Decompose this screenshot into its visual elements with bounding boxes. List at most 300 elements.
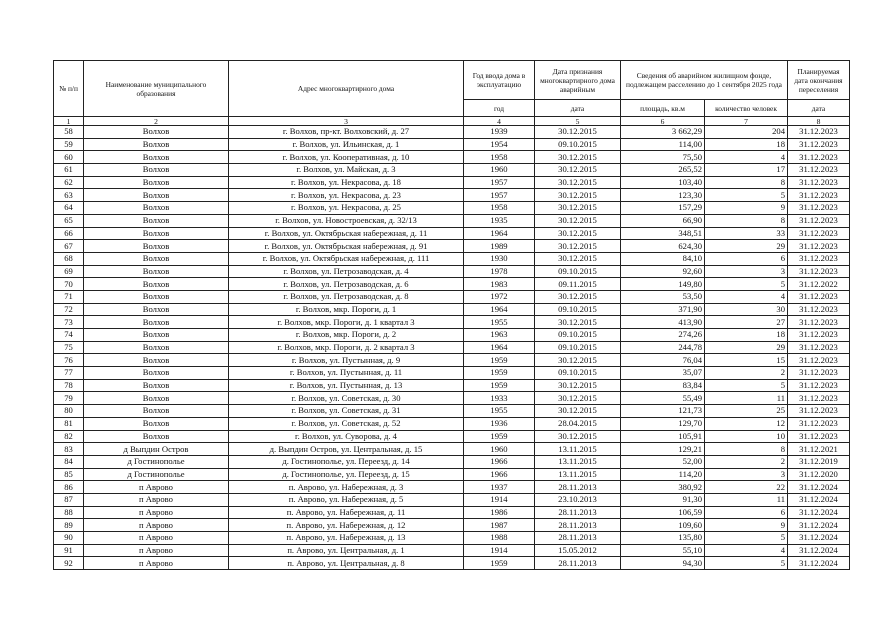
- cell-people: 9: [705, 519, 788, 532]
- cell-area: 371,90: [621, 303, 705, 316]
- table-row: [54, 341, 850, 354]
- cell-year: 1988: [464, 532, 535, 545]
- cell-address: г. Волхов, ул. Новостроевская, д. 32/13: [229, 214, 464, 227]
- table-row: [54, 557, 850, 570]
- table-row: [54, 544, 850, 557]
- cell-municipality: Волхов: [84, 240, 229, 253]
- cell-planned-date: 31.12.2023: [788, 252, 850, 265]
- cell-year: 1958: [464, 151, 535, 164]
- cell-year: 1954: [464, 138, 535, 151]
- column-number: 2: [84, 117, 229, 126]
- cell-address: п. Аврово, ул. Набережная, д. 12: [229, 519, 464, 532]
- table-row: [54, 329, 850, 342]
- cell-people: 3: [705, 265, 788, 278]
- cell-municipality: д Выпдин Остров: [84, 443, 229, 456]
- cell-address: д. Гостинополье, ул. Переезд, д. 14: [229, 455, 464, 468]
- cell-people: 6: [705, 506, 788, 519]
- table-row: [54, 290, 850, 303]
- cell-planned-date: 31.12.2023: [788, 405, 850, 418]
- cell-date-emergency: 30.12.2015: [535, 252, 621, 265]
- cell-address: г. Волхов, ул. Петрозаводская, д. 8: [229, 290, 464, 303]
- cell-address: г. Волхов, пр-кт. Волховский, д. 27: [229, 126, 464, 139]
- cell-year: 1978: [464, 265, 535, 278]
- cell-planned-date: 31.12.2023: [788, 329, 850, 342]
- cell-num: 72: [54, 303, 84, 316]
- cell-date-emergency: 13.11.2015: [535, 455, 621, 468]
- cell-municipality: Волхов: [84, 214, 229, 227]
- cell-municipality: Волхов: [84, 252, 229, 265]
- cell-date-emergency: 30.12.2015: [535, 316, 621, 329]
- cell-date-emergency: 28.11.2013: [535, 557, 621, 570]
- cell-people: 2: [705, 455, 788, 468]
- header-num: № п/п: [54, 61, 84, 117]
- subheader-people: количество человек: [705, 100, 788, 117]
- cell-year: 1987: [464, 519, 535, 532]
- column-number-row: [54, 117, 850, 126]
- header-year-commissioned: Год ввода дома в эксплуатацию: [464, 61, 535, 100]
- cell-num: 68: [54, 252, 84, 265]
- cell-area: 75,50: [621, 151, 705, 164]
- cell-address: п. Аврово, ул. Набережная, д. 13: [229, 532, 464, 545]
- cell-people: 11: [705, 392, 788, 405]
- table-row: [54, 240, 850, 253]
- cell-planned-date: 31.12.2023: [788, 417, 850, 430]
- cell-year: 1939: [464, 126, 535, 139]
- cell-municipality: Волхов: [84, 202, 229, 215]
- cell-planned-date: 31.12.2023: [788, 202, 850, 215]
- cell-year: 1959: [464, 379, 535, 392]
- cell-num: 82: [54, 430, 84, 443]
- cell-area: 83,84: [621, 379, 705, 392]
- cell-municipality: Волхов: [84, 164, 229, 177]
- cell-planned-date: 31.12.2023: [788, 176, 850, 189]
- cell-year: 1959: [464, 367, 535, 380]
- cell-people: 9: [705, 202, 788, 215]
- cell-date-emergency: 30.12.2015: [535, 126, 621, 139]
- cell-address: г. Волхов, ул. Советская, д. 30: [229, 392, 464, 405]
- cell-people: 33: [705, 227, 788, 240]
- table-row: [54, 138, 850, 151]
- cell-num: 78: [54, 379, 84, 392]
- cell-people: 12: [705, 417, 788, 430]
- cell-people: 5: [705, 557, 788, 570]
- cell-date-emergency: 30.12.2015: [535, 214, 621, 227]
- table-row: [54, 379, 850, 392]
- cell-municipality: Волхов: [84, 151, 229, 164]
- table-row: [54, 316, 850, 329]
- cell-planned-date: 31.12.2023: [788, 354, 850, 367]
- table-row: [54, 367, 850, 380]
- cell-num: 66: [54, 227, 84, 240]
- cell-planned-date: 31.12.2023: [788, 240, 850, 253]
- cell-num: 79: [54, 392, 84, 405]
- cell-planned-date: 31.12.2023: [788, 126, 850, 139]
- cell-people: 25: [705, 405, 788, 418]
- cell-year: 1963: [464, 329, 535, 342]
- cell-address: г. Волхов, ул. Советская, д. 52: [229, 417, 464, 430]
- cell-date-emergency: 28.04.2015: [535, 417, 621, 430]
- cell-num: 84: [54, 455, 84, 468]
- cell-address: п. Аврово, ул. Набережная, д. 3: [229, 481, 464, 494]
- table-row: [54, 468, 850, 481]
- cell-municipality: Волхов: [84, 138, 229, 151]
- cell-year: 1960: [464, 443, 535, 456]
- cell-date-emergency: 30.12.2015: [535, 189, 621, 202]
- cell-area: 109,60: [621, 519, 705, 532]
- cell-address: п. Аврово, ул. Набережная, д. 5: [229, 493, 464, 506]
- cell-address: г. Волхов, ул. Некрасова, д. 25: [229, 202, 464, 215]
- cell-area: 121,73: [621, 405, 705, 418]
- cell-year: 1986: [464, 506, 535, 519]
- cell-date-emergency: 30.12.2015: [535, 290, 621, 303]
- cell-planned-date: 31.12.2024: [788, 519, 850, 532]
- cell-planned-date: 31.12.2023: [788, 151, 850, 164]
- cell-planned-date: 31.12.2023: [788, 227, 850, 240]
- cell-planned-date: 31.12.2023: [788, 341, 850, 354]
- cell-year: 1972: [464, 290, 535, 303]
- table-row: [54, 519, 850, 532]
- cell-municipality: Волхов: [84, 189, 229, 202]
- cell-date-emergency: 09.10.2015: [535, 341, 621, 354]
- cell-people: 4: [705, 290, 788, 303]
- cell-address: п. Аврово, ул. Центральная, д. 1: [229, 544, 464, 557]
- cell-date-emergency: 09.11.2015: [535, 278, 621, 291]
- column-number: 5: [535, 117, 621, 126]
- cell-area: 66,90: [621, 214, 705, 227]
- cell-year: 1964: [464, 227, 535, 240]
- cell-people: 5: [705, 532, 788, 545]
- cell-planned-date: 31.12.2023: [788, 367, 850, 380]
- cell-address: г. Волхов, ул. Петрозаводская, д. 6: [229, 278, 464, 291]
- cell-area: 114,20: [621, 468, 705, 481]
- cell-planned-date: 31.12.2023: [788, 392, 850, 405]
- cell-municipality: Волхов: [84, 329, 229, 342]
- cell-people: 204: [705, 126, 788, 139]
- cell-num: 65: [54, 214, 84, 227]
- cell-address: г. Волхов, ул. Ильинская, д. 1: [229, 138, 464, 151]
- table-row: [54, 214, 850, 227]
- cell-num: 76: [54, 354, 84, 367]
- cell-area: 157,29: [621, 202, 705, 215]
- cell-area: 91,30: [621, 493, 705, 506]
- cell-municipality: п Аврово: [84, 493, 229, 506]
- cell-date-emergency: 28.11.2013: [535, 519, 621, 532]
- table-row: [54, 278, 850, 291]
- cell-area: 3 662,29: [621, 126, 705, 139]
- column-number: 8: [788, 117, 850, 126]
- cell-area: 105,91: [621, 430, 705, 443]
- cell-address: г. Волхов, ул. Октябрьская набережная, д. 111: [229, 252, 464, 265]
- cell-planned-date: 31.12.2024: [788, 481, 850, 494]
- column-number: 1: [54, 117, 84, 126]
- cell-municipality: Волхов: [84, 278, 229, 291]
- cell-municipality: Волхов: [84, 126, 229, 139]
- cell-date-emergency: 09.10.2015: [535, 329, 621, 342]
- cell-municipality: Волхов: [84, 341, 229, 354]
- cell-area: 52,00: [621, 455, 705, 468]
- cell-people: 10: [705, 430, 788, 443]
- cell-year: 1957: [464, 189, 535, 202]
- cell-date-emergency: 23.10.2013: [535, 493, 621, 506]
- cell-area: 129,21: [621, 443, 705, 456]
- cell-num: 89: [54, 519, 84, 532]
- cell-date-emergency: 30.12.2015: [535, 392, 621, 405]
- cell-people: 27: [705, 316, 788, 329]
- cell-people: 8: [705, 214, 788, 227]
- cell-municipality: п Аврово: [84, 506, 229, 519]
- cell-address: г. Волхов, мкр. Пороги, д. 1 квартал 3: [229, 316, 464, 329]
- cell-municipality: Волхов: [84, 227, 229, 240]
- cell-planned-date: 31.12.2023: [788, 303, 850, 316]
- table-row: [54, 481, 850, 494]
- cell-num: 91: [54, 544, 84, 557]
- cell-address: г. Волхов, ул. Пустынная, д. 11: [229, 367, 464, 380]
- cell-people: 4: [705, 544, 788, 557]
- cell-area: 135,80: [621, 532, 705, 545]
- cell-date-emergency: 30.12.2015: [535, 354, 621, 367]
- cell-num: 61: [54, 164, 84, 177]
- table-row: [54, 493, 850, 506]
- cell-people: 2: [705, 367, 788, 380]
- table-row: [54, 164, 850, 177]
- cell-people: 30: [705, 303, 788, 316]
- cell-planned-date: 31.12.2023: [788, 265, 850, 278]
- cell-num: 64: [54, 202, 84, 215]
- cell-area: 106,59: [621, 506, 705, 519]
- table-row: [54, 265, 850, 278]
- cell-address: г. Волхов, ул. Советская, д. 31: [229, 405, 464, 418]
- cell-area: 114,00: [621, 138, 705, 151]
- cell-planned-date: 31.12.2023: [788, 290, 850, 303]
- cell-date-emergency: 30.12.2015: [535, 176, 621, 189]
- cell-year: 1983: [464, 278, 535, 291]
- cell-planned-date: 31.12.2023: [788, 189, 850, 202]
- table-row: [54, 417, 850, 430]
- cell-people: 18: [705, 329, 788, 342]
- cell-num: 69: [54, 265, 84, 278]
- cell-num: 85: [54, 468, 84, 481]
- cell-people: 5: [705, 278, 788, 291]
- cell-year: 1960: [464, 164, 535, 177]
- cell-people: 18: [705, 138, 788, 151]
- cell-planned-date: 31.12.2020: [788, 468, 850, 481]
- cell-planned-date: 31.12.2023: [788, 430, 850, 443]
- cell-year: 1955: [464, 316, 535, 329]
- cell-year: 1959: [464, 354, 535, 367]
- cell-people: 29: [705, 341, 788, 354]
- cell-date-emergency: 30.12.2015: [535, 227, 621, 240]
- header-municipality: Наименование муниципального образования: [84, 61, 229, 117]
- cell-address: г. Волхов, ул. Кооперативная, д. 10: [229, 151, 464, 164]
- cell-area: 274,26: [621, 329, 705, 342]
- cell-municipality: п Аврово: [84, 544, 229, 557]
- cell-people: 29: [705, 240, 788, 253]
- table-row: [54, 405, 850, 418]
- cell-num: 83: [54, 443, 84, 456]
- cell-people: 8: [705, 443, 788, 456]
- table-row: [54, 227, 850, 240]
- cell-municipality: Волхов: [84, 430, 229, 443]
- cell-date-emergency: 30.12.2015: [535, 405, 621, 418]
- cell-municipality: п Аврово: [84, 519, 229, 532]
- cell-area: 35,07: [621, 367, 705, 380]
- cell-municipality: п Аврово: [84, 532, 229, 545]
- cell-area: 149,80: [621, 278, 705, 291]
- cell-num: 87: [54, 493, 84, 506]
- cell-date-emergency: 28.11.2013: [535, 506, 621, 519]
- cell-municipality: Волхов: [84, 303, 229, 316]
- table-row: [54, 126, 850, 139]
- cell-people: 5: [705, 379, 788, 392]
- column-number: 7: [705, 117, 788, 126]
- table-row: [54, 151, 850, 164]
- table-row: [54, 354, 850, 367]
- cell-area: 265,52: [621, 164, 705, 177]
- cell-date-emergency: 30.12.2015: [535, 164, 621, 177]
- cell-area: 348,51: [621, 227, 705, 240]
- cell-date-emergency: 15.05.2012: [535, 544, 621, 557]
- cell-date-emergency: 09.10.2015: [535, 138, 621, 151]
- cell-area: 380,92: [621, 481, 705, 494]
- cell-num: 58: [54, 126, 84, 139]
- cell-municipality: Волхов: [84, 417, 229, 430]
- cell-year: 1966: [464, 455, 535, 468]
- cell-municipality: Волхов: [84, 392, 229, 405]
- cell-planned-date: 31.12.2024: [788, 532, 850, 545]
- cell-year: 1955: [464, 405, 535, 418]
- header-address: Адрес многоквартирного дома: [229, 61, 464, 117]
- cell-num: 63: [54, 189, 84, 202]
- cell-year: 1935: [464, 214, 535, 227]
- cell-address: г. Волхов, мкр. Пороги, д. 1: [229, 303, 464, 316]
- cell-people: 17: [705, 164, 788, 177]
- cell-address: д. Гостинополье, ул. Переезд, д. 15: [229, 468, 464, 481]
- cell-date-emergency: 30.12.2015: [535, 151, 621, 164]
- cell-address: г. Волхов, ул. Октябрьская набережная, д. 91: [229, 240, 464, 253]
- cell-municipality: Волхов: [84, 367, 229, 380]
- table-row: [54, 176, 850, 189]
- cell-num: 60: [54, 151, 84, 164]
- cell-planned-date: 31.12.2019: [788, 455, 850, 468]
- cell-area: 76,04: [621, 354, 705, 367]
- cell-num: 62: [54, 176, 84, 189]
- cell-num: 81: [54, 417, 84, 430]
- cell-date-emergency: 30.12.2015: [535, 202, 621, 215]
- cell-planned-date: 31.12.2024: [788, 557, 850, 570]
- cell-num: 90: [54, 532, 84, 545]
- cell-area: 53,50: [621, 290, 705, 303]
- cell-area: 55,49: [621, 392, 705, 405]
- cell-area: 129,70: [621, 417, 705, 430]
- cell-people: 15: [705, 354, 788, 367]
- cell-year: 1914: [464, 493, 535, 506]
- subheader-year: год: [464, 100, 535, 117]
- cell-date-emergency: 09.10.2015: [535, 303, 621, 316]
- cell-area: 123,30: [621, 189, 705, 202]
- cell-date-emergency: 09.10.2015: [535, 367, 621, 380]
- cell-address: г. Волхов, мкр. Пороги, д. 2: [229, 329, 464, 342]
- cell-address: г. Волхов, ул. Октябрьская набережная, д. 11: [229, 227, 464, 240]
- cell-year: 1937: [464, 481, 535, 494]
- cell-address: г. Волхов, ул. Некрасова, д. 18: [229, 176, 464, 189]
- table-row: [54, 252, 850, 265]
- subheader-date: дата: [535, 100, 621, 117]
- table-row: [54, 303, 850, 316]
- column-number: 3: [229, 117, 464, 126]
- cell-address: п. Аврово, ул. Центральная, д. 8: [229, 557, 464, 570]
- cell-date-emergency: 28.11.2013: [535, 481, 621, 494]
- cell-planned-date: 31.12.2023: [788, 214, 850, 227]
- table-row: [54, 455, 850, 468]
- cell-date-emergency: 13.11.2015: [535, 443, 621, 456]
- cell-year: 1964: [464, 303, 535, 316]
- cell-num: 67: [54, 240, 84, 253]
- cell-year: 1933: [464, 392, 535, 405]
- cell-planned-date: 31.12.2023: [788, 379, 850, 392]
- cell-year: 1930: [464, 252, 535, 265]
- cell-municipality: Волхов: [84, 316, 229, 329]
- cell-year: 1936: [464, 417, 535, 430]
- cell-year: 1958: [464, 202, 535, 215]
- cell-area: 55,10: [621, 544, 705, 557]
- table-header: [54, 61, 850, 126]
- cell-num: 77: [54, 367, 84, 380]
- cell-people: 5: [705, 189, 788, 202]
- cell-area: 244,78: [621, 341, 705, 354]
- cell-address: д. Выпдин Остров, ул. Центральная, д. 15: [229, 443, 464, 456]
- table-body: [54, 126, 850, 570]
- cell-planned-date: 31.12.2022: [788, 278, 850, 291]
- cell-year: 1989: [464, 240, 535, 253]
- header-fund-info: Сведения об аварийном жилищном фонде, подлежащем расселению до 1 сентября 2025 года: [621, 61, 788, 100]
- cell-people: 3: [705, 468, 788, 481]
- cell-planned-date: 31.12.2024: [788, 506, 850, 519]
- cell-municipality: д Гостинополье: [84, 455, 229, 468]
- table-row: [54, 443, 850, 456]
- cell-address: г. Волхов, ул. Пустынная, д. 9: [229, 354, 464, 367]
- cell-address: г. Волхов, мкр. Пороги, д. 2 квартал 3: [229, 341, 464, 354]
- header-date-emergency: Дата признания многоквартирного дома аварийным: [535, 61, 621, 100]
- cell-municipality: Волхов: [84, 290, 229, 303]
- cell-num: 92: [54, 557, 84, 570]
- cell-date-emergency: 09.10.2015: [535, 265, 621, 278]
- cell-people: 22: [705, 481, 788, 494]
- cell-planned-date: 31.12.2023: [788, 138, 850, 151]
- cell-date-emergency: 28.11.2013: [535, 532, 621, 545]
- cell-num: 71: [54, 290, 84, 303]
- cell-municipality: п Аврово: [84, 481, 229, 494]
- cell-area: 103,40: [621, 176, 705, 189]
- cell-year: 1966: [464, 468, 535, 481]
- cell-num: 88: [54, 506, 84, 519]
- cell-area: 92,60: [621, 265, 705, 278]
- cell-area: 413,90: [621, 316, 705, 329]
- cell-municipality: д Гостинополье: [84, 468, 229, 481]
- table-row: [54, 202, 850, 215]
- cell-year: 1957: [464, 176, 535, 189]
- cell-address: г. Волхов, ул. Суворова, д. 4: [229, 430, 464, 443]
- cell-planned-date: 31.12.2023: [788, 316, 850, 329]
- cell-area: 84,10: [621, 252, 705, 265]
- cell-num: 80: [54, 405, 84, 418]
- cell-year: 1959: [464, 557, 535, 570]
- cell-date-emergency: 30.12.2015: [535, 379, 621, 392]
- cell-num: 74: [54, 329, 84, 342]
- cell-date-emergency: 13.11.2015: [535, 468, 621, 481]
- document-sheet: [53, 60, 843, 570]
- cell-year: 1959: [464, 430, 535, 443]
- cell-year: 1964: [464, 341, 535, 354]
